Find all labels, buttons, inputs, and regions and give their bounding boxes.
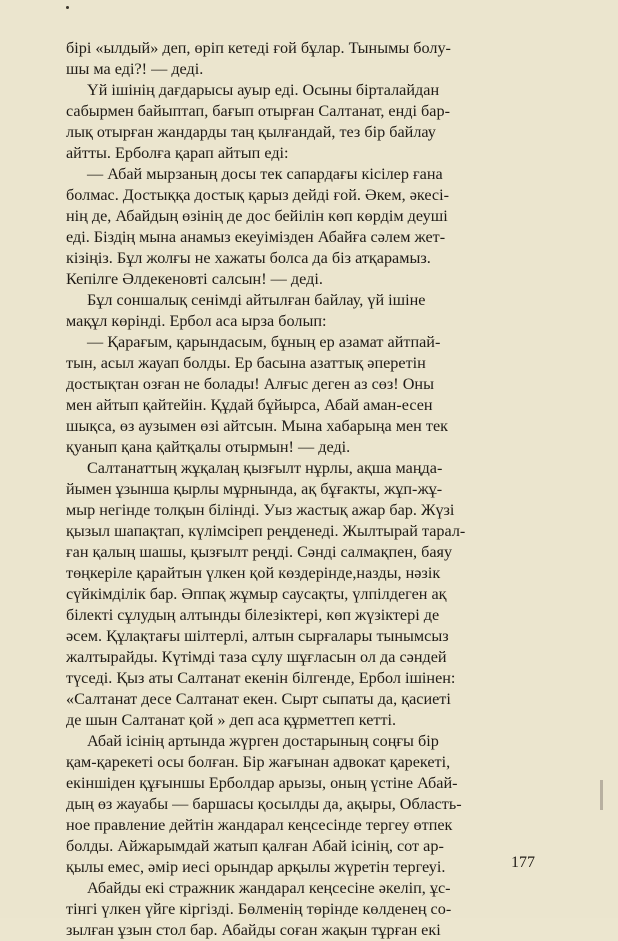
text-line: ное правление дейтін жандарал кеңсесінде тергеу өтпек (66, 816, 453, 834)
text-line: ған қалың шашы, қызғылт реңді. Сәнді салмақпен, баяу (66, 543, 453, 561)
text-line: Абайды екі стражник жандарал кеңсесіне әкеліп, ұс- (87, 879, 451, 897)
text-line: қызыл шапақтап, күлімсіреп реңденеді. Жылтырай тарал- (66, 522, 466, 540)
text-line: шы ма еді?! — деді. (66, 60, 204, 78)
text-line: мен айтып қайтейін. Құдай бұйырса, Абай аман-есен (66, 396, 433, 414)
body-text (66, 38, 552, 941)
text-line: мақұл көрінді. Ербол аса ырза болып: (66, 312, 327, 330)
text-line: Үй ішінің дағдарысы ауыр еді. Осыны бірталайдан (87, 81, 440, 99)
text-line: білекті сұлудың алтынды білезіктері, көп жүзіктері де (66, 606, 440, 624)
text-line: йымен ұзынша қырлы мұрнында, ақ бұғакты, жұп-жұ- (66, 480, 443, 498)
text-line: — Қарағым, қарындасым, бұның ер азамат айтпай- (87, 333, 441, 351)
page-edge-mark (600, 780, 603, 810)
text-line: сүйкімділік бар. Әппақ жұмыр саусақты, үлпілдеген ақ (66, 585, 447, 603)
text-line: дың өз жауабы — баршасы қосылды да, ақыры, Область- (66, 795, 462, 813)
text-line: зылған ұзын стол бар. Абайды соған жақын тұрған екі (66, 921, 441, 939)
text-line: тын, асыл жауап болды. Ер басына азаттық әперетін (66, 354, 426, 372)
text-line: тінгі үлкен үйге кіргізді. Бөлменің төрінде көлденең со- (66, 900, 452, 918)
text-line: — Абай мырзаның досы тек сапардағы кісілер ғана (87, 165, 443, 183)
text-line: болмас. Достыққа достық қарыз дейді ғой. Әкем, әкесі- (66, 186, 449, 204)
text-line: төңкеріле қарайтын үлкен қой көздерінде,назды, нәзік (66, 564, 441, 582)
text-line: Абай ісінің артында жүрген достарының соңғы бір (87, 732, 439, 750)
text-line: бірі «ылдый» деп, өріп кетеді ғой бұлар. Тынымы болу- (66, 39, 451, 57)
text-line: Кепілге Әлдекеновті салсын! — деді. (66, 270, 323, 288)
text-line: екіншіден құғыншы Ерболдар арызы, оның үстіне Абай- (66, 774, 458, 792)
text-line: достықтан озған не болады! Алғыс деген аз сөз! Оны (66, 375, 434, 393)
text-line: Бұл соншалық сенімді айтылған байлау, үй ішіне (87, 291, 426, 309)
text-line: Салтанаттың жұқалаң қызғылт нұрлы, ақша маңда- (87, 459, 443, 477)
text-line: лық отырған жандарды таң қылғандай, тез бір байлау (66, 123, 436, 141)
text-line: «Салтанат десе Салтанат екен. Сырт сыпаты да, қасиеті (66, 690, 451, 708)
text-line: шықса, өз аузымен өзі айтсын. Мына хабарыңа мен тек (66, 417, 449, 435)
text-line: қам-қарекеті осы болған. Бір жағынан адвокат қарекеті, (66, 753, 451, 771)
text-line: сабырмен байыптап, бағып отырған Салтанат, енді бар- (66, 102, 450, 120)
text-line: де шын Салтанат қой » деп аса құрметтеп кетті. (66, 711, 397, 729)
text-line: нің де, Абайдың өзінің де дос бейілін көп көрдім деуші (66, 207, 448, 225)
text-line: жалтырайды. Күтімді таза сұлу шұғласын ол да сәндей (66, 648, 447, 666)
print-dot (66, 6, 69, 9)
text-line: мыр негінде толқын білінді. Уыз жастық ажар бар. Жүзі (66, 501, 455, 519)
page-number: 177 (511, 854, 535, 871)
text-line: қуанып қана қайтқалы отырмын! — деді. (66, 438, 351, 456)
text-line: еді. Біздің мына анамыз екеуімізден Абайға сәлем жет- (66, 228, 446, 246)
text-line: түседі. Қыз аты Салтанат екенін білгенде, Ербол ішінен: (66, 669, 456, 687)
text-line: әсем. Құлақтағы шілтерлі, алтын сырғалары тынымсыз (66, 627, 449, 645)
text-line: болды. Айжарымдай жатып қалған Абай ісінің, сот ар- (66, 837, 444, 855)
text-line: айтты. Ерболға қарап айтып еді: (66, 144, 289, 162)
text-line: қылы емес, әмір иесі орындар арқылы жүретін тергеуі. (66, 858, 446, 876)
text-line: кізіңіз. Бұл жолғы не хажаты болса да біз атқарамыз. (66, 249, 431, 267)
